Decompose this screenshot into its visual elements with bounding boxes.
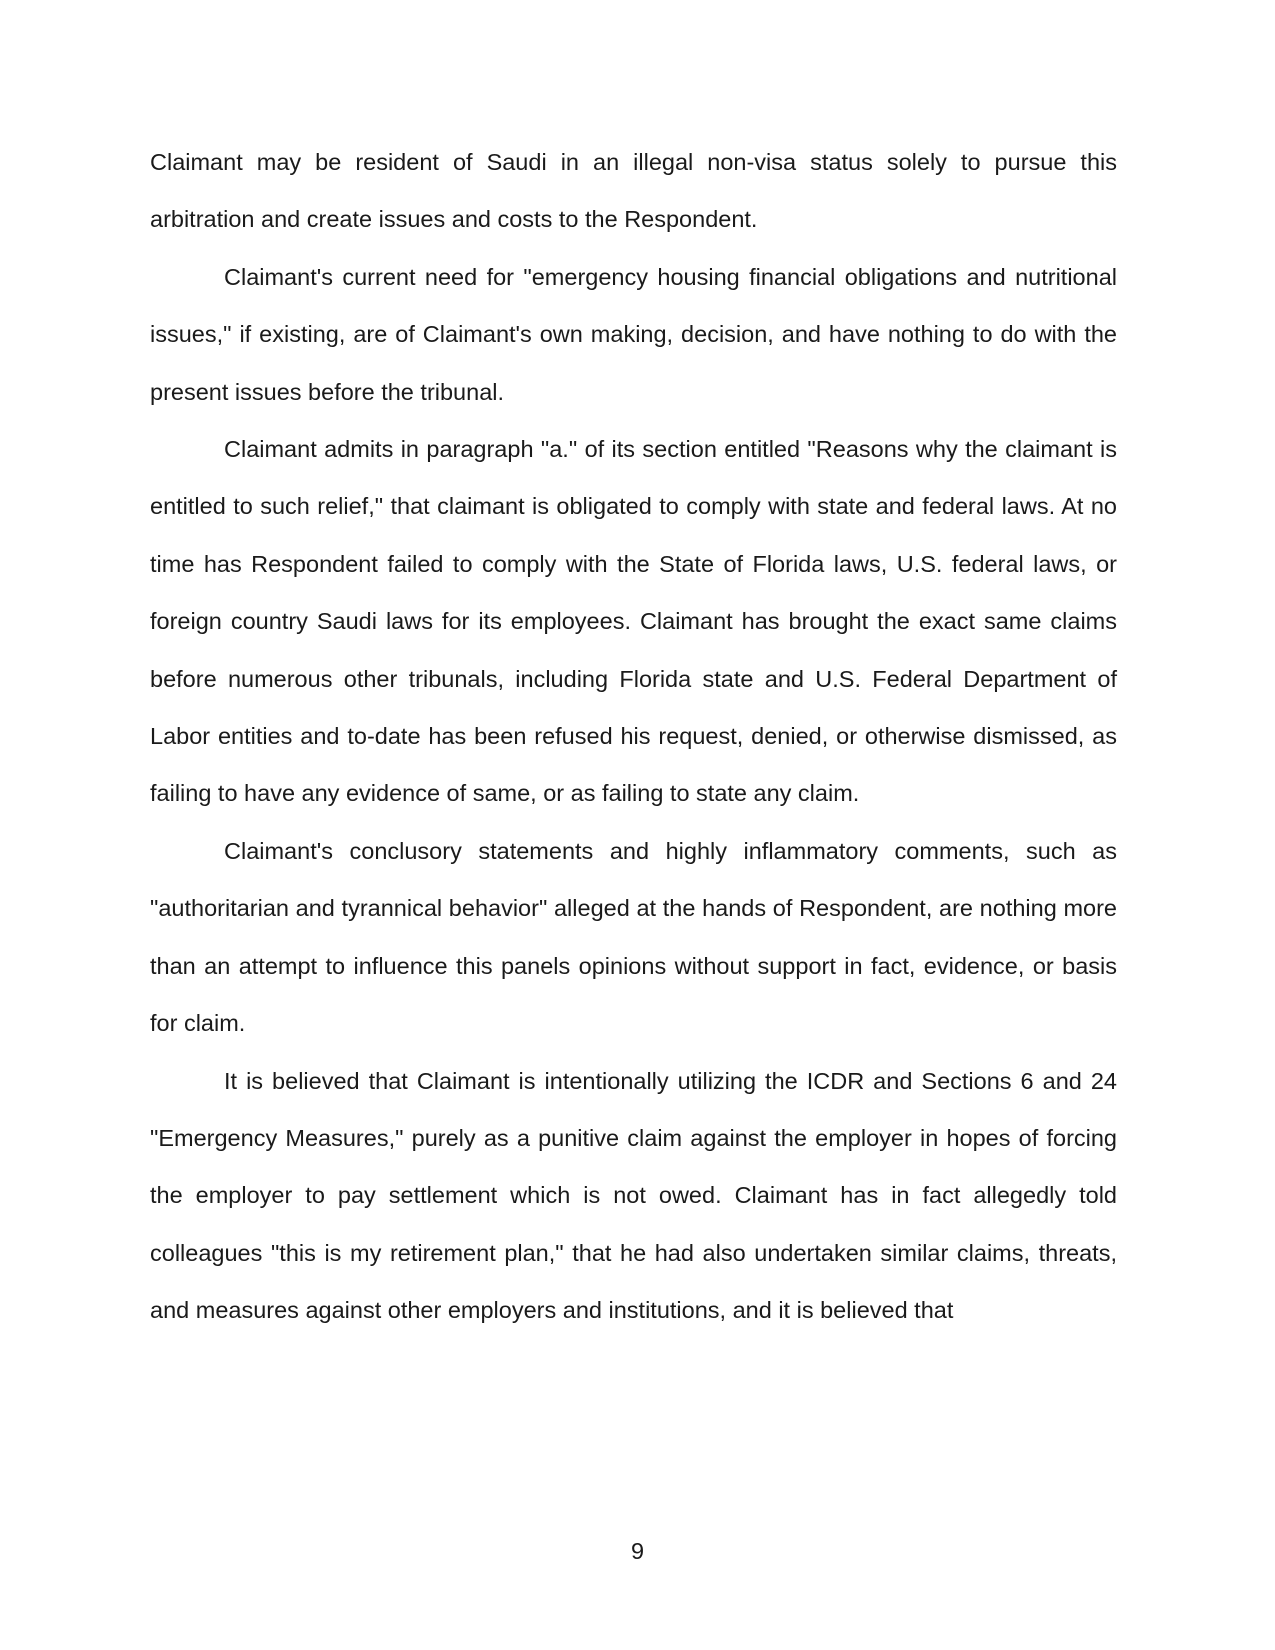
paragraph-icdr-emergency-measures: It is believed that Claimant is intentionally utilizing the ICDR and Sections 6 and 24 "Emergency Measures," purely as a punitive claim against the employer in hopes of forcing the employer to pay settlement which is not owed. Claimant has in fact allegedly told colleagues "this is my retirement plan," that he had also undertaken similar claims, threats, and measures against other employers and institutions, and it is believed that bbox=[150, 1067, 1117, 1324]
page-number: 9 bbox=[630, 1538, 645, 1564]
body-text bbox=[150, 134, 1117, 1340]
paragraph-continued: Claimant may be resident of Saudi in an illegal non-visa status solely to pursue this arbitration and create issues and costs to the Respondent. bbox=[150, 149, 1117, 233]
paragraph-claimant-admits: Claimant admits in paragraph "a." of its section entitled "Reasons why the claimant is entitled to such relief," that claimant is obligated to comply with state and federal laws. At no time has Respondent failed to comply with the State of Florida laws, U.S. federal laws, or foreign country Saudi laws for its employees. Claimant has brought the exact same claims before numerous other tribunals, including Florida state and U.S. Federal Department of Labor entities and to-date has been refused his request, denied, or otherwise dismissed, as failing to have any evidence of same, or as failing to state any claim. bbox=[150, 436, 1117, 807]
paragraph-conclusory-statements: Claimant's conclusory statements and highly inflammatory comments, such as "authoritarian and tyrannical behavior" alleged at the hands of Respondent, are nothing more than an attempt to influence this panels opinions without support in fact, evidence, or basis for claim. bbox=[150, 837, 1117, 1037]
paragraph-emergency-housing: Claimant's current need for "emergency housing financial obligations and nutritional issues," if existing, are of Claimant's own making, decision, and have nothing to do with the present issues before the tribunal. bbox=[150, 263, 1117, 405]
